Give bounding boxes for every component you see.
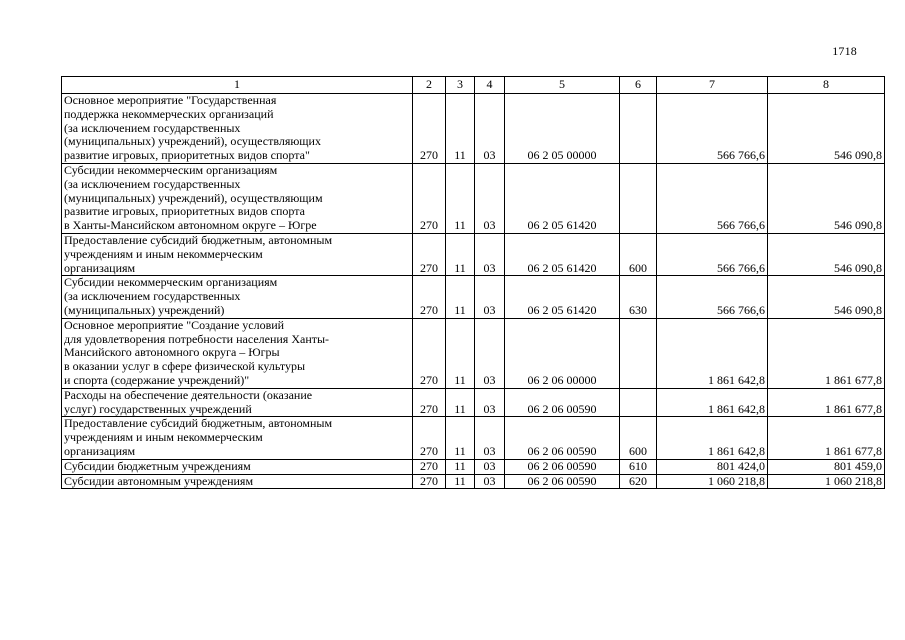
amount-cell-col7: 801 424,0: [657, 459, 768, 474]
row-name-line: Субсидии автономным учреждениям: [64, 474, 254, 488]
target-article-cell: 06 2 05 61420: [505, 163, 620, 233]
row-name-line: развитие игровых, приоритетных видов спорта": [64, 148, 310, 163]
page-number: 1718: [832, 44, 857, 58]
ministry-code-cell: 270: [413, 233, 446, 275]
row-name-line: организациям: [64, 260, 136, 275]
expense-type-cell: [620, 318, 657, 388]
row-name-line: Мансийского автономного округа – Югры: [64, 345, 280, 360]
table-row: [62, 276, 885, 318]
table-row: [62, 417, 885, 459]
row-name-line: (муниципальных) учреждений), осуществляющих: [64, 134, 321, 149]
target-article-cell: 06 2 05 00000: [505, 94, 620, 164]
row-name-line: Предоставление субсидий бюджетным, автономным: [64, 233, 333, 247]
column-header-7: 7: [657, 77, 768, 94]
section-code-cell: 11: [446, 163, 475, 233]
column-header-8: 8: [768, 77, 885, 94]
row-name-line: Предоставление субсидий бюджетным, автономным: [64, 416, 333, 431]
amount-cell-col7: 566 766,6: [657, 163, 768, 233]
table-row: [62, 233, 885, 275]
row-name-line: (за исключением государственных: [64, 176, 241, 191]
row-name-line: (за исключением государственных: [64, 289, 241, 304]
amount-cell-col8: 1 861 677,8: [768, 318, 885, 388]
row-name-line: развитие игровых, приоритетных видов спорта: [64, 204, 305, 219]
row-name-line: в оказании услуг в сфере физической культуры: [64, 359, 306, 374]
subsection-code-cell: 03: [475, 318, 505, 388]
target-article-cell: 06 2 05 61420: [505, 276, 620, 318]
amount-cell-col8: 546 090,8: [768, 233, 885, 275]
expense-type-cell: 610: [620, 459, 657, 474]
row-name: [62, 417, 413, 459]
row-name-line: Субсидии некоммерческим организациям: [64, 275, 278, 290]
expense-type-cell: 620: [620, 474, 657, 489]
row-name-line: организациям: [64, 443, 136, 458]
budget-table: [61, 76, 885, 489]
expense-type-cell: 600: [620, 233, 657, 275]
row-name-line: в Ханты-Мансийском автономном округе – Югре: [64, 218, 317, 233]
subsection-code-cell: 03: [475, 233, 505, 275]
amount-cell-col8: 546 090,8: [768, 276, 885, 318]
row-name-line: (муниципальных) учреждений), осуществляющим: [64, 190, 323, 205]
expense-type-cell: [620, 163, 657, 233]
row-name-line: услуг) государственных учреждений: [64, 401, 252, 416]
row-name: [62, 163, 413, 233]
amount-cell-col7: 1 060 218,8: [657, 474, 768, 489]
row-name-line: поддержка некоммерческих организаций: [64, 106, 274, 121]
expense-type-cell: 600: [620, 417, 657, 459]
amount-cell-col8: 1 861 677,8: [768, 417, 885, 459]
subsection-code-cell: 03: [475, 388, 505, 417]
row-name-line: Субсидии бюджетным учреждениям: [64, 459, 251, 473]
table-row: [62, 318, 885, 388]
ministry-code-cell: 270: [413, 474, 446, 489]
column-header-4: 4: [475, 77, 505, 94]
target-article-cell: 06 2 06 00590: [505, 388, 620, 417]
amount-cell-col8: 1 861 677,8: [768, 388, 885, 417]
column-header-6: 6: [620, 77, 657, 94]
amount-cell-col7: 566 766,6: [657, 233, 768, 275]
row-name-line: учреждениям и иным некоммерческим: [64, 430, 263, 445]
row-name: [62, 474, 413, 489]
section-code-cell: 11: [446, 417, 475, 459]
column-header-3: 3: [446, 77, 475, 94]
section-code-cell: 11: [446, 276, 475, 318]
table-header-row: [62, 77, 885, 94]
ministry-code-cell: 270: [413, 94, 446, 164]
expense-type-cell: 630: [620, 276, 657, 318]
row-name-line: Основное мероприятие "Создание условий: [64, 318, 285, 332]
amount-cell-col7: 566 766,6: [657, 94, 768, 164]
amount-cell-col8: 546 090,8: [768, 94, 885, 164]
row-name-line: (муниципальных) учреждений): [64, 302, 225, 317]
amount-cell-col8: 1 060 218,8: [768, 474, 885, 489]
target-article-cell: 06 2 06 00590: [505, 417, 620, 459]
row-name-line: Расходы на обеспечение деятельности (оказание: [64, 388, 313, 402]
amount-cell-col7: 1 861 642,8: [657, 417, 768, 459]
amount-cell-col7: 566 766,6: [657, 276, 768, 318]
row-name: [62, 388, 413, 417]
amount-cell-col7: 1 861 642,8: [657, 388, 768, 417]
row-name-line: (за исключением государственных: [64, 120, 241, 135]
table-row: [62, 94, 885, 164]
subsection-code-cell: 03: [475, 459, 505, 474]
section-code-cell: 11: [446, 94, 475, 164]
table-row: [62, 474, 885, 489]
expense-type-cell: [620, 94, 657, 164]
target-article-cell: 06 2 06 00000: [505, 318, 620, 388]
subsection-code-cell: 03: [475, 276, 505, 318]
section-code-cell: 11: [446, 233, 475, 275]
amount-cell-col8: 801 459,0: [768, 459, 885, 474]
section-code-cell: 11: [446, 459, 475, 474]
column-header-1: 1: [62, 77, 413, 94]
target-article-cell: 06 2 06 00590: [505, 459, 620, 474]
row-name-line: Субсидии некоммерческим организациям: [64, 163, 278, 177]
target-article-cell: 06 2 05 61420: [505, 233, 620, 275]
row-name-line: и спорта (содержание учреждений)": [64, 372, 250, 387]
ministry-code-cell: 270: [413, 417, 446, 459]
section-code-cell: 11: [446, 388, 475, 417]
row-name: [62, 459, 413, 474]
section-code-cell: 11: [446, 318, 475, 388]
column-header-2: 2: [413, 77, 446, 94]
expense-type-cell: [620, 388, 657, 417]
amount-cell-col7: 1 861 642,8: [657, 318, 768, 388]
subsection-code-cell: 03: [475, 474, 505, 489]
table-row: [62, 459, 885, 474]
row-name: [62, 318, 413, 388]
ministry-code-cell: 270: [413, 459, 446, 474]
row-name: [62, 94, 413, 164]
ministry-code-cell: 270: [413, 163, 446, 233]
amount-cell-col8: 546 090,8: [768, 163, 885, 233]
table-row: [62, 388, 885, 417]
table-row: [62, 163, 885, 233]
row-name: [62, 233, 413, 275]
row-name-line: учреждениям и иным некоммерческим: [64, 246, 263, 261]
ministry-code-cell: 270: [413, 276, 446, 318]
subsection-code-cell: 03: [475, 163, 505, 233]
target-article-cell: 06 2 06 00590: [505, 474, 620, 489]
row-name-line: для удовлетворения потребности населения Ханты-: [64, 331, 330, 346]
section-code-cell: 11: [446, 474, 475, 489]
column-header-5: 5: [505, 77, 620, 94]
ministry-code-cell: 270: [413, 388, 446, 417]
ministry-code-cell: 270: [413, 318, 446, 388]
row-name: [62, 276, 413, 318]
row-name-line: Основное мероприятие "Государственная: [64, 93, 277, 107]
subsection-code-cell: 03: [475, 417, 505, 459]
subsection-code-cell: 03: [475, 94, 505, 164]
